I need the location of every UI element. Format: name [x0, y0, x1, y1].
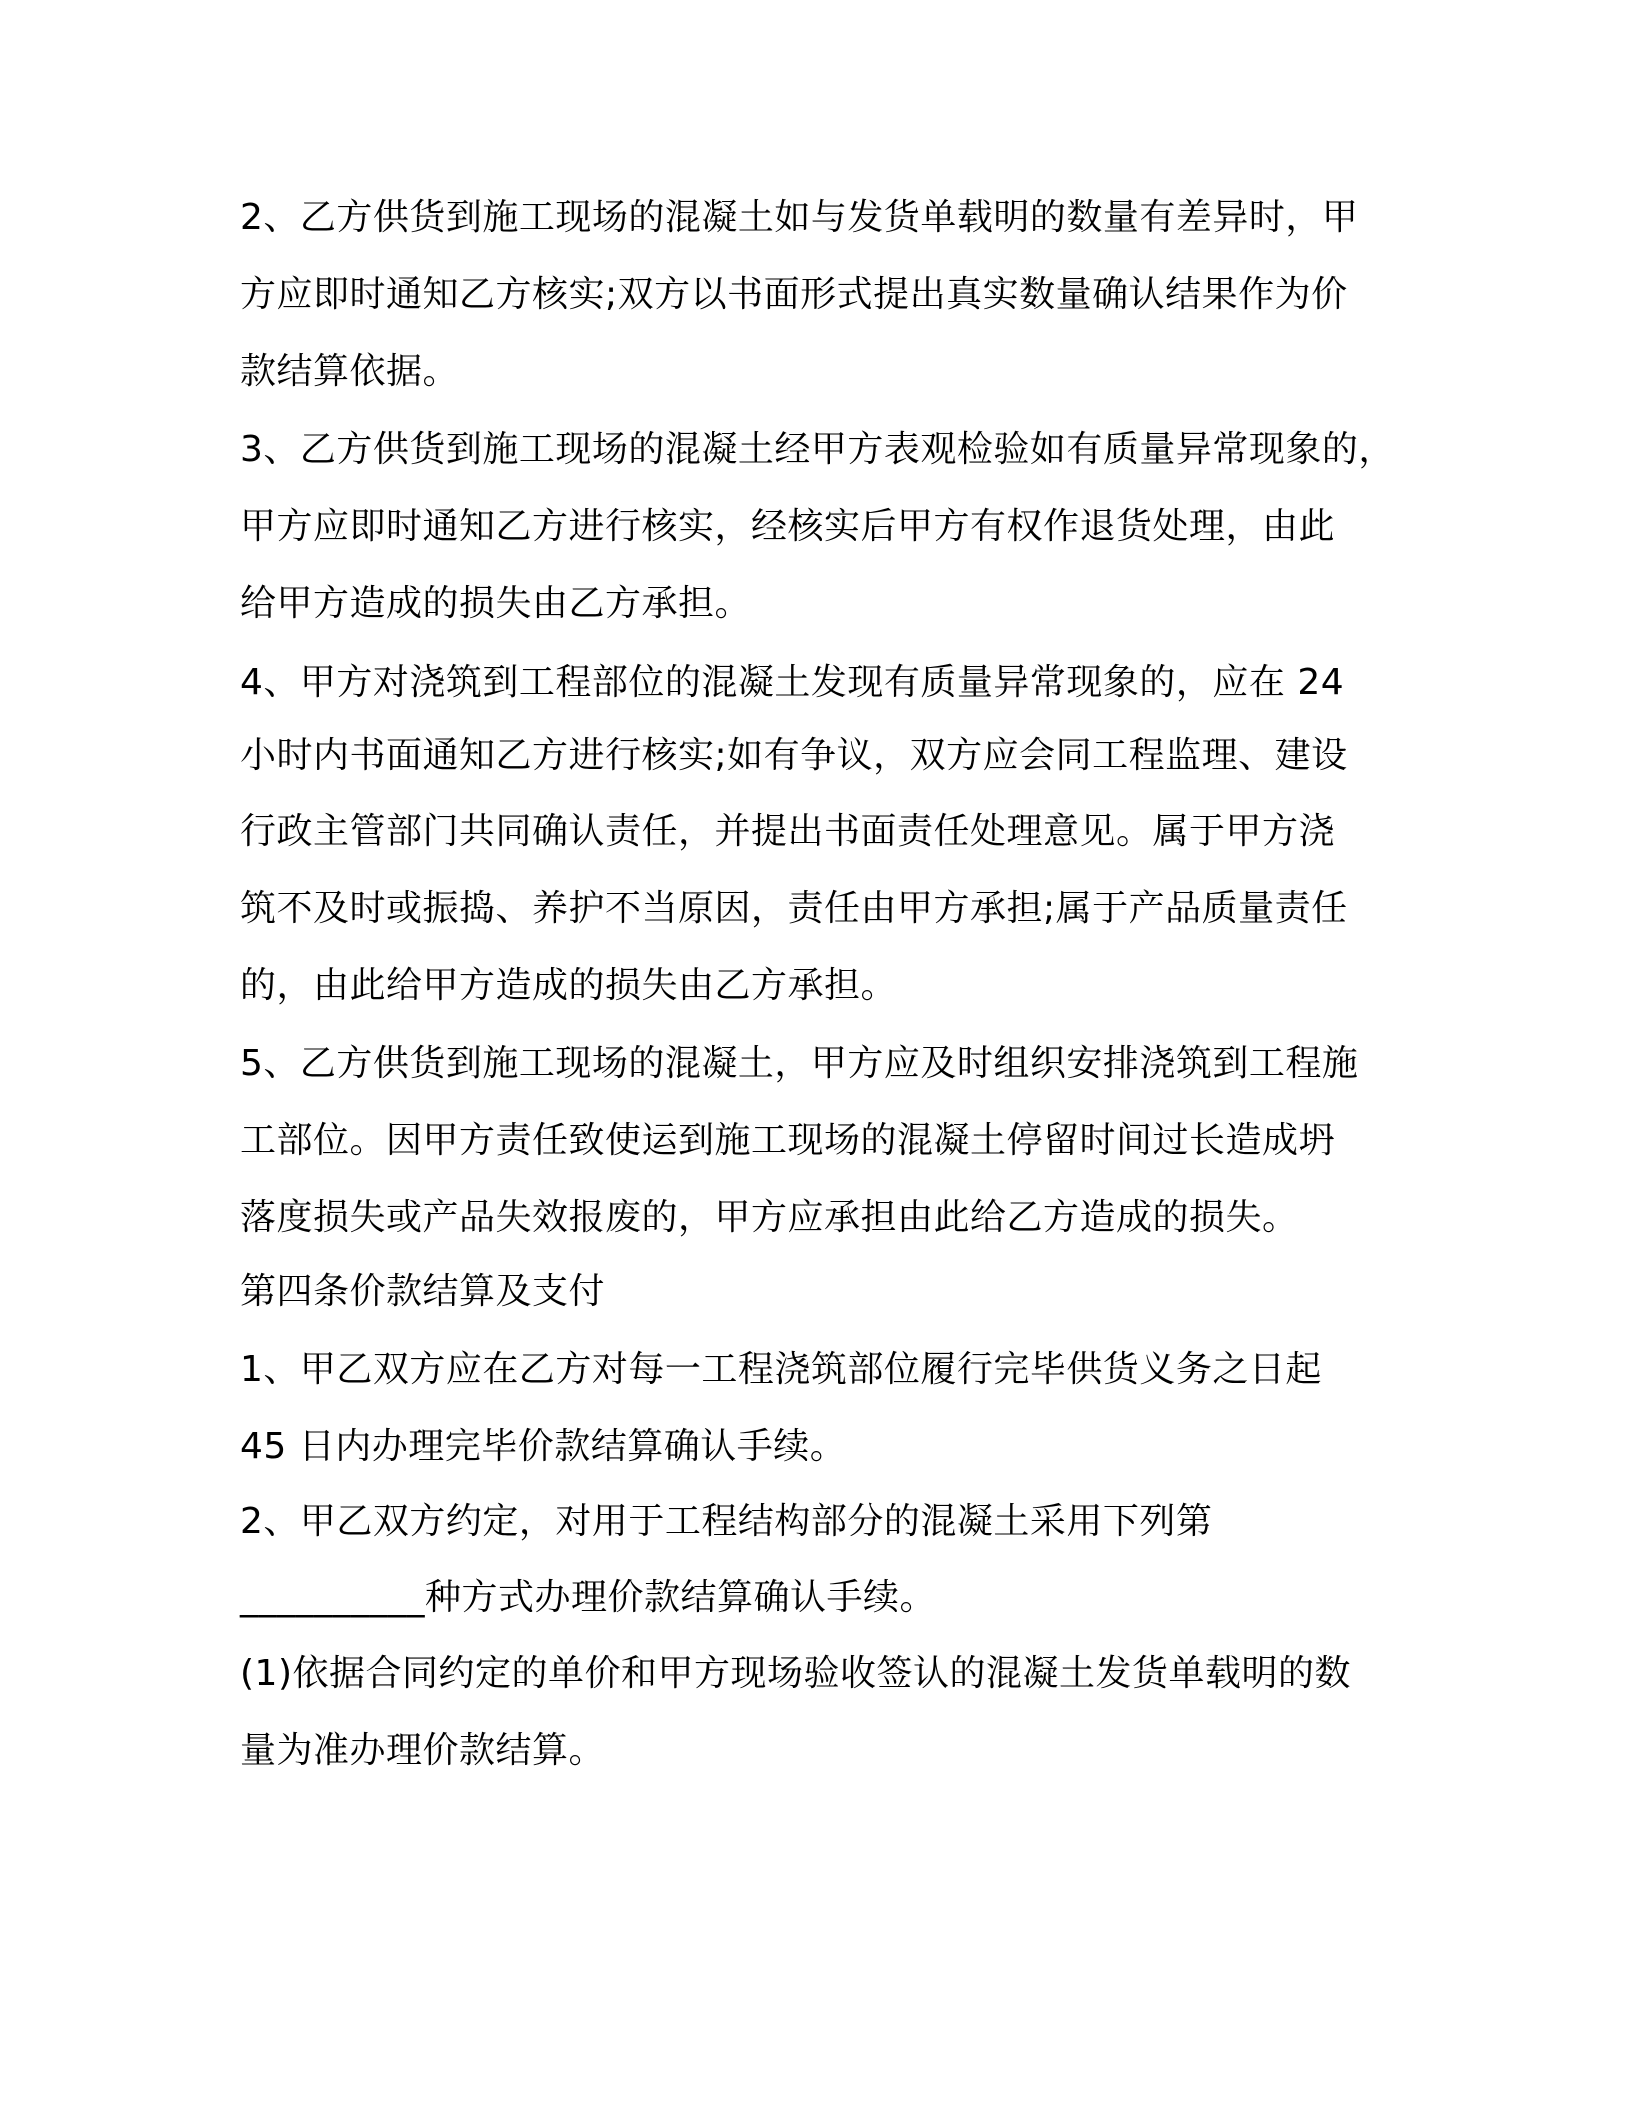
clause-3-line-2: 甲方应即时通知乙方进行核实，经核实后甲方有权作退货处理，由此 [240, 506, 1336, 547]
clause-4-line-5: 的，由此给甲方造成的损失由乙方承担。 [240, 965, 898, 1006]
settlement-method-1-line-2: 量为准办理价款结算。 [240, 1730, 606, 1771]
clause-5-line-3: 落度损失或产品失效报废的，甲方应承担由此给乙方造成的损失。 [240, 1197, 1299, 1238]
clause-4-line-3: 行政主管部门共同确认责任，并提出书面责任处理意见。属于甲方浇 [240, 811, 1336, 852]
clause-5-line-2: 工部位。因甲方责任致使运到施工现场的混凝土停留时间过长造成坍 [240, 1120, 1336, 1161]
clause-3-line-1: 3、乙方供货到施工现场的混凝土经甲方表观检验如有质量异常现象的， [240, 429, 1395, 470]
payment-clause-2-line-2: __________种方式办理价款结算确认手续。 [240, 1577, 937, 1618]
payment-clause-1-line-2: 45 日内办理完毕价款结算确认手续。 [240, 1426, 847, 1467]
clause-2-line-1: 2、乙方供货到施工现场的混凝土如与发货单载明的数量有差异时，甲 [240, 197, 1359, 238]
clause-4-line-2: 小时内书面通知乙方进行核实;如有争议，双方应会同工程监理、建设 [240, 735, 1348, 776]
payment-clause-2-line-1: 2、甲乙双方约定，对用于工程结构部分的混凝土采用下列第 [240, 1501, 1213, 1542]
section-heading: 第四条价款结算及支付 [240, 1271, 606, 1312]
clause-4-line-1: 4、甲方对浇筑到工程部位的混凝土发现有质量异常现象的，应在 24 [240, 662, 1345, 703]
clause-3-line-3: 给甲方造成的损失由乙方承担。 [240, 583, 752, 624]
clause-2-line-2: 方应即时通知乙方核实;双方以书面形式提出真实数量确认结果作为价 [240, 274, 1348, 315]
clause-4-line-4: 筑不及时或振捣、养护不当原因，责任由甲方承担;属于产品质量责任 [240, 888, 1348, 929]
clause-5-line-1: 5、乙方供货到施工现场的混凝土，甲方应及时组织安排浇筑到工程施 [240, 1043, 1359, 1084]
payment-clause-1-line-1: 1、甲乙双方应在乙方对每一工程浇筑部位履行完毕供货义务之日起 [240, 1349, 1322, 1390]
clause-2-line-3: 款结算依据。 [240, 351, 460, 392]
settlement-method-1-line-1: (1)依据合同约定的单价和甲方现场验收签认的混凝土发货单载明的数 [240, 1653, 1351, 1694]
